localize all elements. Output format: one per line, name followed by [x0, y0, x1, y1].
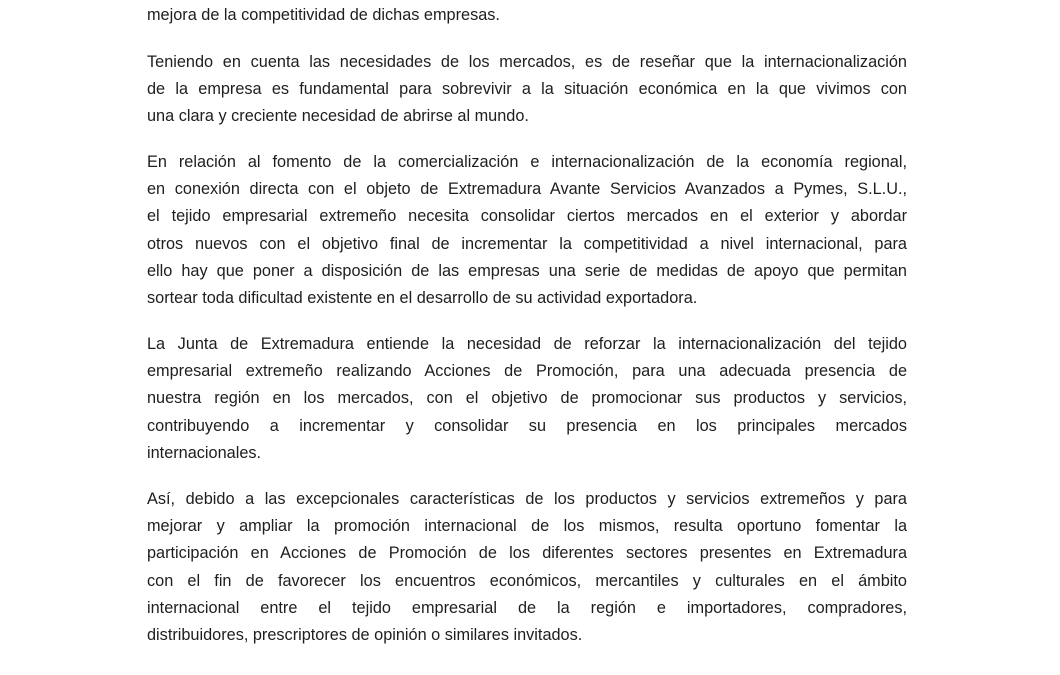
paragraph-1 — [147, 2, 907, 29]
text-line: sortear toda dificultad existente en el desarrollo de su actividad exportadora. — [147, 288, 698, 307]
text-line: internacional entre el tejido empresarial de la región e importadores, compradores, — [147, 598, 907, 617]
text-line: internacionales. — [147, 443, 262, 462]
paragraph-5 — [147, 486, 907, 649]
text-line: con el fin de favorecer los encuentros económicos, mercantiles y culturales en el ámbito — [147, 571, 907, 590]
text-line: Así, debido a las excepcionales características de los productos y servicios extremeños y para — [147, 490, 907, 508]
text-line: otros nuevos con el objetivo final de incrementar la competitividad a nivel internacional, para — [147, 234, 907, 253]
paragraph-2 — [147, 49, 907, 131]
text-line: nuestra región en los mercados, con el objetivo de promocionar sus productos y servicios, — [147, 389, 907, 408]
text-line: el tejido empresarial extremeño necesita consolidar ciertos mercados en el exterior y abordar — [147, 207, 907, 226]
text-line: una clara y creciente necesidad de abrirse al mundo. — [147, 107, 529, 126]
text-line: mejora de la competitividad de dichas empresas. — [147, 6, 500, 24]
text-line: Teniendo en cuenta las necesidades de los mercados, es de reseñar que la internacionalización — [147, 53, 907, 71]
text-line: de la empresa es fundamental para sobrevivir a la situación económica en la que vivimos con — [147, 80, 907, 99]
text-line: mejorar y ampliar la promoción internacional de los mismos, resulta oportuno fomentar la — [147, 517, 907, 536]
text-line: contribuyendo a incrementar y consolidar su presencia en los principales mercados — [147, 416, 907, 435]
text-line: empresarial extremeño realizando Acciones de Promoción, para una adecuada presencia de — [147, 362, 907, 381]
text-line: en conexión directa con el objeto de Extremadura Avante Servicios Avanzados a Pymes, S.L.U., — [147, 180, 907, 199]
text-line: participación en Acciones de Promoción de los diferentes sectores presentes en Extremadura — [147, 544, 907, 563]
paragraph-4 — [147, 331, 907, 467]
text-line: ello hay que poner a disposición de las empresas una serie de medidas de apoyo que permitan — [147, 261, 907, 280]
paragraph-3 — [147, 149, 907, 312]
text-line: distribuidores, prescriptores de opinión o similares invitados. — [147, 625, 583, 644]
text-line: En relación al fomento de la comercialización e internacionalización de la economía regional, — [147, 153, 907, 171]
text-line: La Junta de Extremadura entiende la necesidad de reforzar la internacionalización del tejido — [147, 335, 907, 353]
